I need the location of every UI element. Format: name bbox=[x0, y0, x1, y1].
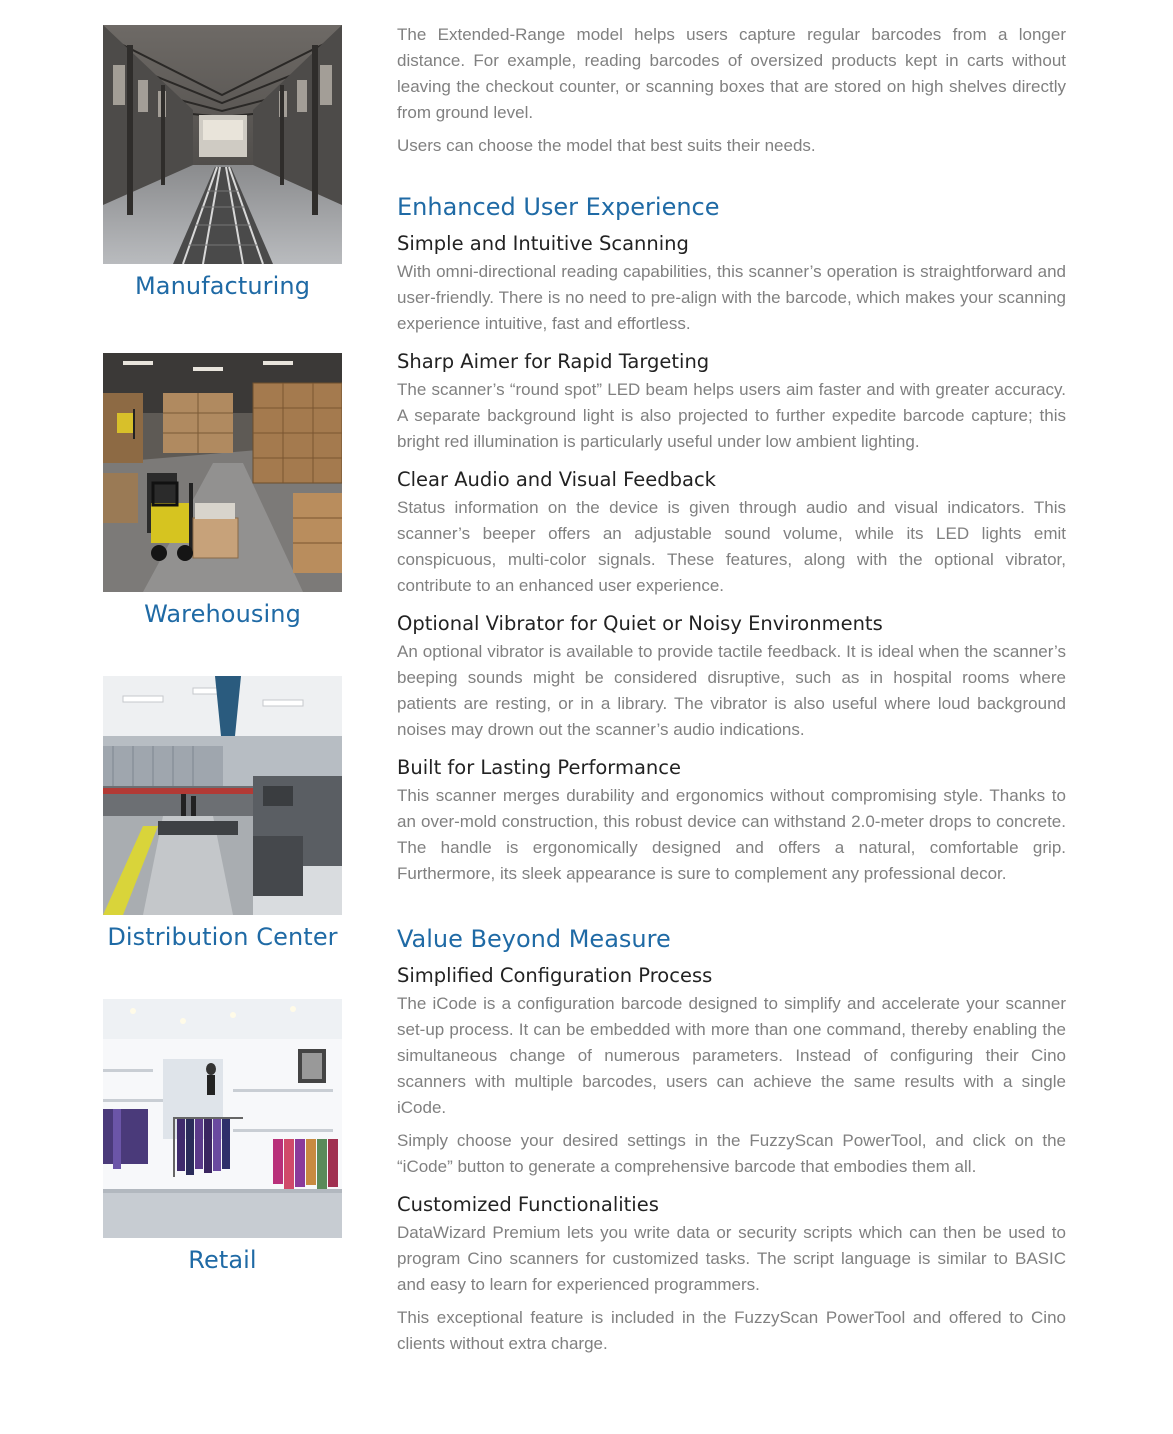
industry-manufacturing bbox=[103, 25, 342, 300]
feature-block bbox=[397, 754, 1066, 887]
intro-paragraph: Users can choose the model that best suits their needs. bbox=[397, 136, 816, 155]
industry-caption: Retail bbox=[188, 1246, 257, 1274]
retail-photo bbox=[103, 999, 342, 1238]
section-title: Value Beyond Measure bbox=[397, 925, 671, 953]
feature-title: Customized Functionalities bbox=[397, 1193, 659, 1216]
industry-caption: Distribution Center bbox=[107, 923, 338, 951]
feature-text: Simply choose your desired settings in the FuzzyScan PowerTool, and click on the “iCode” button to generate a comprehensive barcode that embodies them all. bbox=[397, 1131, 1066, 1176]
feature-title: Clear Audio and Visual Feedback bbox=[397, 468, 716, 491]
industry-distribution-center bbox=[103, 676, 342, 951]
feature-title: Built for Lasting Performance bbox=[397, 756, 681, 779]
distribution-center-photo bbox=[103, 676, 342, 915]
intro-paragraph: The Extended-Range model helps users capture regular barcodes from a longer distance. For example, reading barcodes of oversized products kept in carts without leaving the checkout counter, or scanning boxes that are stored on high shelves directly from ground level. bbox=[397, 25, 1066, 122]
feature-text: The scanner’s “round spot” LED beam helps users aim faster and with greater accuracy. A separate background light is also projected to further expedite barcode capture; this bright red illumination is particularly useful under low ambient lighting. bbox=[397, 380, 1066, 451]
feature-title: Sharp Aimer for Rapid Targeting bbox=[397, 350, 710, 373]
feature-block bbox=[397, 610, 1066, 743]
industry-caption: Warehousing bbox=[144, 600, 301, 628]
warehousing-photo bbox=[103, 353, 342, 592]
feature-text: With omni-directional reading capabilities, this scanner’s operation is straightforward and user-friendly. There is no need to pre-align with the barcode, which makes your scanning experience intuitive, fast and effortless. bbox=[397, 262, 1066, 333]
industry-retail bbox=[103, 999, 342, 1274]
feature-title: Optional Vibrator for Quiet or Noisy Environments bbox=[397, 612, 883, 635]
industry-caption: Manufacturing bbox=[134, 272, 311, 300]
feature-text: This exceptional feature is included in the FuzzyScan PowerTool and offered to Cino clients without extra charge. bbox=[397, 1308, 1066, 1353]
feature-text: DataWizard Premium lets you write data or security scripts which can then be used to program Cino scanners for customized tasks. The script language is similar to BASIC and easy to learn for experienced programmers. bbox=[397, 1223, 1066, 1294]
main-content bbox=[397, 22, 1066, 1368]
industry-warehousing bbox=[103, 353, 342, 628]
feature-block bbox=[397, 1191, 1066, 1357]
feature-block bbox=[397, 962, 1066, 1180]
feature-text: An optional vibrator is available to provide tactile feedback. It is ideal when the scanner’s beeping sounds might be considered disruptive, such as in hospital rooms where patients are resting, or in a library. The vibrator is also useful where loud background noises may drown out the scanner’s audio indications. bbox=[397, 642, 1066, 739]
feature-text: This scanner merges durability and ergonomics without compromising style. Thanks to an over-mold construction, this robust device can withstand 2.0-meter drops to concrete. The handle is ergonomically designed and offers a natural, comfortable grip. Furthermore, its sleek appearance is sure to complement any professional decor. bbox=[397, 786, 1066, 883]
feature-title: Simplified Configuration Process bbox=[397, 964, 713, 987]
feature-title: Simple and Intuitive Scanning bbox=[397, 232, 689, 255]
feature-text: The iCode is a configuration barcode designed to simplify and accelerate your scanner set-up process. It can be embedded with more than one command, thereby enabling the simultaneous change of numerous parameters. Instead of configuring their Cino scanners with multiple barcodes, users can achieve the same results with a single iCode. bbox=[397, 994, 1066, 1117]
manufacturing-photo bbox=[103, 25, 342, 264]
feature-text: Status information on the device is given through audio and visual indicators. This scanner’s beeper offers an adjustable sound volume, while its LED lights emit conspicuous, multi-color signals. These features, along with the optional vibrator, contribute to an enhanced user experience. bbox=[397, 498, 1066, 595]
section-title: Enhanced User Experience bbox=[397, 193, 720, 221]
feature-block bbox=[397, 466, 1066, 599]
feature-block bbox=[397, 230, 1066, 337]
feature-block bbox=[397, 348, 1066, 455]
